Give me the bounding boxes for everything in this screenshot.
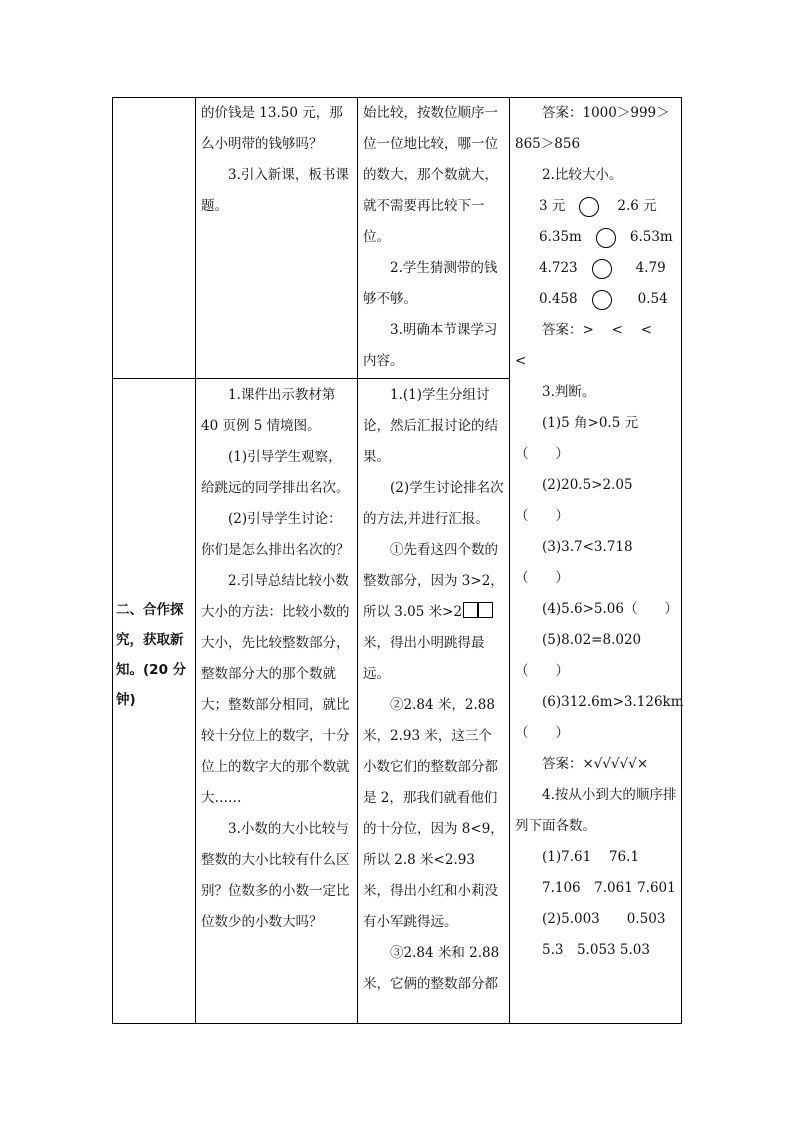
teacher-text: 3.引入新课，板书课题。	[201, 167, 349, 214]
column-divider	[509, 98, 510, 1023]
answer-text: 答案：×√√√√√×	[542, 756, 649, 772]
compare-left: 0.458	[539, 291, 578, 307]
student-text: ③2.84 米和 2.88 米，它俩的整数部分都	[363, 945, 500, 992]
teacher-text: 的价钱是 13.50 元，那么小明带的钱够吗？	[201, 105, 343, 152]
column-divider	[195, 98, 196, 1023]
lesson-table	[112, 97, 682, 1024]
answer-text: 答案：> < < <	[515, 322, 670, 369]
circle-blank-icon	[592, 259, 612, 279]
compare-left: 4.723	[539, 260, 578, 276]
judge-blank: （ ）	[515, 663, 569, 679]
student-text	[363, 535, 505, 690]
teacher-text: 2.引导总结比较小数大小的方法：比较小数的大小，先比较整数部分，整数部分大的那个数就大；整数部分相同，就比较十分位上的数字，十分位上的数字大的那个数就大……	[201, 573, 350, 806]
number-list: (2)5.003 0.503	[542, 911, 666, 927]
judge-blank: （ ）	[515, 446, 569, 462]
row2-student-cell	[363, 380, 505, 1000]
question-title: 3.判断。	[542, 384, 596, 400]
row2-teacher-cell	[201, 380, 351, 938]
row1-teacher-cell	[201, 98, 351, 222]
compare-left: 3 元	[539, 198, 566, 214]
compare-row	[515, 222, 677, 253]
judge-blank: （ ）	[515, 725, 569, 741]
student-text: 1.(1)学生分组讨论，然后汇报讨论的结果。	[363, 387, 498, 465]
teacher-text: 1.课件出示教材第 40 页例 5 情境图。	[201, 387, 336, 434]
circle-blank-icon	[592, 290, 612, 310]
question-title: 4.按从小到大的顺序排列下面各数。	[515, 787, 677, 834]
student-text: (2)学生讨论排名次的方法,并进行汇报。	[363, 480, 504, 527]
compare-left: 6.35m	[539, 229, 582, 245]
exercise-cell	[515, 98, 684, 966]
compare-right: 2.6 元	[617, 198, 657, 214]
number-list: 7.106 7.061 7.601	[542, 880, 676, 896]
judge-item: (4)5.6>5.06（ ）	[542, 601, 678, 617]
judge-item: (2)20.5>2.05	[542, 477, 633, 493]
circle-blank-icon	[579, 197, 599, 217]
blank-box-icon	[463, 602, 478, 618]
student-text: 始比较，按数位顺序一位一位地比较，哪一位的数大，那个数就大，就不需要再比较下一位。	[363, 105, 498, 245]
compare-right: 4.79	[635, 260, 666, 276]
compare-right: 6.53m	[629, 229, 673, 245]
judge-item: (3)3.7<3.718	[542, 539, 633, 555]
student-text: 2.学生猜测带的钱够不够。	[363, 260, 498, 307]
stage-label: 二、合作探究，获取新知。(20 分钟)	[116, 602, 187, 708]
blank-box-icon	[478, 602, 493, 618]
teacher-text: 3.小数的大小比较与整数的大小比较有什么区别？位数多的小数一定比位数少的小数大吗？	[201, 821, 350, 930]
number-list: 5.3 5.053 5.03	[542, 942, 650, 958]
compare-row	[515, 253, 677, 284]
compare-right: 0.54	[637, 291, 668, 307]
judge-blank: （ ）	[515, 570, 569, 586]
number-list: (1)7.61 76.1	[542, 849, 640, 865]
column-divider	[357, 98, 358, 1023]
judge-item: (1)5 角>0.5 元	[542, 415, 639, 431]
teacher-text: (1)引导学生观察，给跳远的同学排出名次。	[201, 449, 350, 496]
row1-student-cell	[363, 98, 505, 377]
row-divider	[113, 378, 510, 379]
judge-blank: （ ）	[515, 508, 569, 524]
student-text-part: 米，得出小明跳得最远。	[363, 635, 485, 682]
compare-row	[515, 284, 677, 315]
student-text: ②2.84 米，2.88 米，2.93 米，这三个小数它们的整数部分都是 2，那我们就看他们的十分位，因为 8<9，所以 2.8 米<2.93 米，得出小红和小莉没有小军跳得远。	[363, 697, 504, 930]
teacher-text: (2)引导学生讨论：你们是怎么排出名次的？	[201, 511, 350, 558]
circle-blank-icon	[596, 228, 616, 248]
student-text: 3.明确本节课学习内容。	[363, 322, 498, 369]
compare-row	[515, 191, 677, 222]
student-text-part: ①先看这四个数的整数部分，因为 3>2，所以 3.05 米>2	[363, 542, 504, 620]
judge-item: (5)8.02=8.020	[542, 632, 642, 648]
judge-item: (6)312.6m>3.126km	[542, 694, 684, 710]
question-title: 2.比较大小。	[542, 167, 623, 183]
answer-text: 答案：1000＞999＞865＞856	[515, 105, 670, 152]
